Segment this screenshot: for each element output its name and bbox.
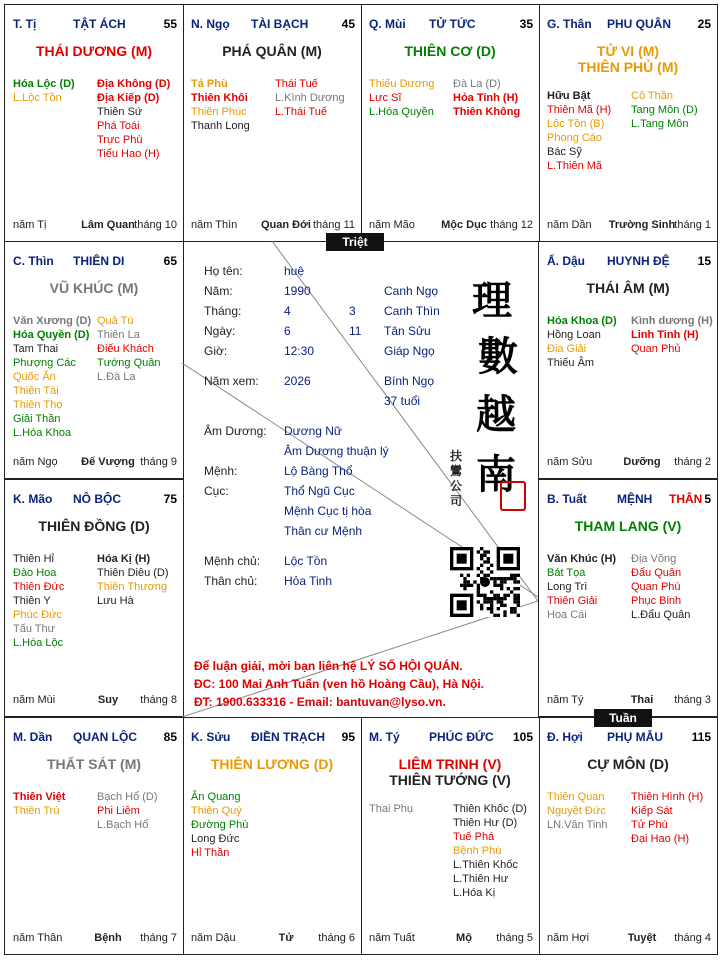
palace-month: tháng 10 (134, 219, 177, 231)
palace-month: tháng 9 (140, 456, 177, 468)
major-stars (183, 756, 361, 772)
palace-branch (547, 17, 592, 31)
major-star: THẤT SÁT (M) (46, 756, 142, 772)
minor-star: Thiên Hư (D) (453, 817, 518, 829)
palace-year: năm Tị (13, 219, 47, 231)
palace-name: NÔ BỘC (73, 492, 121, 506)
minor-star: Hóa Kị (H) (97, 553, 151, 565)
minor-star: Thiên Phúc (191, 106, 247, 118)
minor-star: Long Đức (191, 833, 240, 845)
cuc-relation: Mệnh Cục tị hòa (284, 504, 372, 518)
minor-stars-left (547, 89, 611, 173)
palace-branch (547, 254, 585, 268)
minor-star: Đẩu Quân (631, 567, 682, 579)
major-stars (539, 43, 717, 75)
palace-branch-label: M. Tý (369, 730, 400, 744)
major-stars (539, 280, 717, 296)
minor-star: Hỏa Tinh (H) (453, 92, 519, 104)
view-year-label: Năm xem: (204, 374, 259, 388)
palace-age: 5 (704, 492, 711, 506)
callig-char-4: 南 (476, 451, 516, 498)
minor-stars-right (631, 314, 713, 356)
thanchu-value: Hỏa Tinh (284, 574, 333, 588)
minor-stars-right (453, 802, 527, 900)
minor-stars-left (369, 802, 413, 816)
minor-star: Thiên Thọ (13, 399, 63, 411)
minor-star: Giải Thần (13, 413, 61, 425)
palace-name: HUYNH ĐỆ (607, 254, 670, 268)
minor-star: Thiếu Âm (547, 357, 595, 369)
palace-mao (4, 479, 184, 717)
palace-name: ĐIỀN TRẠCH (251, 730, 325, 744)
minor-star: Thiên Tài (13, 385, 59, 397)
minor-star: Văn Khúc (H) (547, 553, 617, 565)
major-stars (5, 756, 183, 772)
menh-label: Mệnh: (204, 464, 238, 478)
minor-stars-left (13, 790, 65, 818)
minor-star: Tiểu Hao (H) (97, 148, 160, 160)
palace-name: THIÊN DI (73, 254, 125, 268)
month-value: 4 (284, 304, 291, 318)
palace-age: 65 (163, 254, 177, 268)
minor-star: Thiên Hỉ (13, 553, 54, 565)
major-star: LIÊM TRINH (V) (398, 756, 502, 772)
palace-branch (191, 730, 230, 744)
palace-age: 85 (163, 730, 177, 744)
view-year-value: 2026 (284, 374, 311, 388)
age-value: 37 tuổi (384, 394, 421, 408)
minor-star: Long Trì (547, 581, 588, 593)
palace-age: 75 (163, 492, 177, 506)
palace-branch-label: Đ. Hợi (547, 730, 583, 744)
minor-stars-left (13, 552, 64, 650)
palace-hoi (538, 717, 718, 955)
minor-stars-right (631, 790, 703, 846)
minor-star: L.Đà La (97, 371, 136, 383)
minor-star: Bác Sỹ (547, 146, 582, 158)
minor-star: L.Hóa Khoa (13, 427, 72, 439)
major-star: THIÊN CƠ (D) (404, 43, 496, 59)
minor-star: Phúc Đức (13, 609, 62, 621)
minor-star: Thiên Khốc (D) (453, 803, 527, 815)
minor-stars-left (13, 77, 75, 105)
palace-than (538, 4, 718, 242)
minor-star: Tấu Thư (13, 623, 56, 635)
major-star: THIÊN PHỦ (M) (577, 59, 679, 75)
palace-stage: Dưỡng (623, 456, 661, 468)
palace-branch-label: K. Sửu (191, 730, 231, 744)
minor-stars-right (631, 552, 690, 622)
palace-stage: Suy (97, 694, 119, 706)
palace-month: tháng 6 (318, 932, 355, 944)
minor-stars-right (97, 790, 158, 832)
palace-month: tháng 2 (674, 456, 711, 468)
minor-star: Đường Phù (191, 819, 249, 831)
palace-dau (538, 241, 718, 479)
major-star: THIÊN ĐỒNG (D) (38, 518, 150, 534)
palace-thin (4, 241, 184, 479)
minor-star: Văn Xương (D) (13, 315, 92, 327)
minor-star: Địa Kiếp (D) (97, 92, 160, 104)
minor-star: Hóa Lộc (D) (13, 78, 75, 90)
palace-name: TỬ TỨC (429, 17, 476, 31)
minor-star: Trực Phù (97, 134, 143, 146)
menhchu-value: Lộc Tồn (284, 554, 328, 568)
year-can: Canh Ngọ (384, 284, 439, 298)
minor-star: Đào Hoa (13, 567, 57, 579)
minor-star: Tả Phù (191, 78, 228, 90)
palace-branch (191, 17, 230, 31)
minor-star: Địa Võng (631, 553, 677, 565)
minor-star: Địa Giải (547, 343, 587, 355)
minor-star: Quốc Ấn (13, 371, 56, 383)
minor-star: Thiên La (97, 329, 140, 341)
palace-branch-label: K. Mão (13, 492, 53, 506)
minor-star: Quả Tú (97, 315, 134, 327)
palace-stage: Tuyệt (627, 932, 657, 944)
minor-star: Hữu Bật (547, 90, 591, 102)
palace-year: năm Thìn (191, 219, 238, 231)
minor-star: Thiên Thương (97, 581, 168, 593)
palace-mui (360, 4, 540, 242)
minor-star: L.Kình Dương (275, 92, 345, 104)
cuc-value: Thổ Ngũ Cục (284, 484, 355, 498)
palace-branch-label: Q. Mùi (369, 17, 406, 31)
palace-ngo (182, 4, 362, 242)
palace-age: 105 (512, 730, 533, 744)
year-label: Năm: (204, 284, 233, 298)
minor-star: Quan Phù (631, 581, 681, 593)
minor-stars-left (547, 552, 616, 622)
minor-star: Tử Phù (631, 819, 668, 831)
minor-star: Phong Cáo (547, 132, 603, 144)
month-label: Tháng: (204, 304, 242, 318)
palace-year: năm Mão (369, 219, 415, 231)
palace-branch (13, 17, 36, 31)
palace-stage: Mộ (456, 932, 472, 944)
palace-age: 25 (697, 17, 711, 31)
minor-star: Tam Thai (13, 343, 59, 355)
minor-star: Thiên Diêu (D) (97, 567, 169, 579)
minor-star: Phục Binh (631, 595, 682, 607)
minor-star: Thiên Việt (13, 791, 66, 803)
qr-code[interactable] (450, 547, 520, 617)
minor-star: L.Lộc Tồn (13, 92, 62, 104)
major-star: TỬ VI (M) (596, 43, 660, 59)
minor-star: Hóa Khoa (D) (547, 315, 617, 327)
palace-branch-label: B. Tuất (547, 492, 587, 506)
minor-stars-left (369, 77, 434, 119)
minor-star: Tướng Quân (97, 357, 161, 369)
palace-stage: Tử (278, 932, 294, 944)
minor-star: Tuế Phá (453, 831, 495, 843)
palace-stage: Mộc Dục (441, 219, 487, 231)
minor-star: Điếu Khách (97, 343, 154, 355)
palace-stage: Lâm Quan (81, 219, 135, 231)
palace-branch (13, 730, 52, 744)
minor-star: Thiên Trù (13, 805, 60, 817)
major-stars (361, 756, 539, 788)
palace-age: 45 (341, 17, 355, 31)
minor-star: Thiên Mã (H) (547, 104, 612, 116)
minor-star: Thiên Không (453, 106, 521, 118)
major-star: VŨ KHÚC (M) (49, 280, 139, 296)
palace-ty (360, 717, 540, 955)
palace-branch-label: Ấ. Dậu (547, 254, 586, 268)
minor-star: Nguyệt Đức (547, 805, 606, 817)
palace-age: 95 (341, 730, 355, 744)
major-star: PHÁ QUÂN (M) (222, 43, 322, 59)
palace-stage: Trường Sinh (608, 219, 676, 231)
palace-branch-label: T. Tị (13, 17, 37, 31)
menh-value: Lộ Bàng Thổ (284, 464, 353, 478)
palace-age: 35 (519, 17, 533, 31)
palace-suu (182, 717, 362, 955)
palace-month: tháng 8 (140, 694, 177, 706)
palace-branch (547, 492, 587, 506)
palace-year: năm Ngọ (13, 456, 58, 468)
minor-stars-right (97, 552, 169, 608)
palace-branch-label: C. Thìn (13, 254, 54, 268)
month-can: Canh Thìn (384, 304, 440, 318)
minor-star: Hóa Quyền (D) (13, 329, 90, 341)
hour-can: Giáp Ngọ (384, 344, 435, 358)
palace-name: MỆNH (617, 492, 653, 506)
palace-month: tháng 4 (674, 932, 711, 944)
palace-year: năm Tý (547, 694, 584, 706)
major-stars (539, 756, 717, 772)
minor-star: Hồng Loan (547, 329, 601, 341)
palace-name: PHỤ MẪU (607, 730, 663, 744)
minor-star: Tang Môn (D) (631, 104, 698, 116)
minor-star: Thiên Quý (191, 805, 242, 817)
minor-star: Thiên Quan (547, 791, 605, 803)
callig-char-2: 數 (478, 333, 518, 380)
minor-stars-right (97, 77, 170, 161)
minor-stars-right (453, 77, 520, 119)
major-stars (183, 43, 361, 59)
minor-star: Hoa Cái (547, 609, 587, 621)
minor-star: Kiếp Sát (631, 805, 673, 817)
palace-year: năm Dần (547, 219, 592, 231)
palace-year: năm Dậu (191, 932, 236, 944)
callig-char-3: 越 (476, 391, 516, 438)
palace-branch-label: G. Thân (547, 17, 592, 31)
palace-name: QUAN LỘC (73, 730, 137, 744)
palace-name: PHÚC ĐỨC (429, 730, 494, 744)
palace-age: 15 (697, 254, 711, 268)
palace-month: tháng 1 (674, 219, 711, 231)
name-label: Họ tên: (204, 264, 243, 278)
minor-star: Hỉ Thần (191, 847, 230, 859)
minor-star: Lưu Hà (97, 595, 134, 607)
palace-age: 115 (691, 730, 711, 744)
palace-branch-label: M. Dần (13, 730, 53, 744)
footer-line-1: Để luận giải, mời bạn liên hệ LÝ SỐ HỘI QUÁN. (194, 659, 463, 673)
amduong-value: Dương Nữ (284, 424, 342, 438)
palace-name: PHU QUÂN (607, 17, 672, 31)
palace-month: tháng 7 (140, 932, 177, 944)
palace-stage: Quan Đới (261, 219, 311, 231)
minor-stars-left (13, 314, 91, 440)
footer-line-3: ĐT: 1900.633316 - Email: bantuvan@lyso.vn. (194, 695, 446, 709)
minor-star: Cô Thần (631, 90, 673, 102)
tuan-tag: Tuần (594, 709, 652, 727)
major-stars (5, 518, 183, 534)
major-star: THIÊN LƯƠNG (D) (210, 756, 334, 772)
triet-tag: Triệt (326, 233, 384, 251)
palace-month: tháng 11 (312, 219, 355, 231)
minor-star: L.Hóa Kị (453, 887, 496, 899)
palace-branch (13, 492, 52, 506)
hour-value: 12:30 (284, 344, 315, 358)
day-value: 6 (284, 324, 291, 338)
footer-line-2: ĐC: 100 Mai Anh Tuấn (ven hồ Hoàng Cầu), Hà Nội. (194, 677, 485, 691)
major-star: CỰ MÔN (D) (587, 756, 669, 772)
minor-stars-left (191, 790, 248, 860)
minor-star: Phá Toái (97, 120, 140, 132)
minor-stars-left (547, 790, 608, 832)
minor-star: Thiên Khôi (191, 92, 248, 104)
palace-month: tháng 5 (496, 932, 533, 944)
palace-stage: Bệnh (94, 932, 122, 944)
minor-star: Lực Sĩ (369, 92, 402, 104)
center-info-panel (182, 241, 538, 717)
amduong-relation: Âm Dương thuận lý (284, 444, 389, 458)
palace-month: tháng 12 (490, 219, 533, 231)
day-lunar: 11 (349, 324, 362, 338)
month-lunar: 3 (349, 304, 356, 318)
palace-stage: Thai (630, 694, 654, 706)
minor-star: Thiên Y (13, 595, 51, 607)
view-year-can: Bính Ngọ (384, 374, 435, 388)
major-star: THIÊN TƯỚNG (V) (389, 772, 511, 788)
palace-year: năm Hợi (547, 932, 590, 944)
major-star: THÁI ÂM (M) (586, 280, 670, 296)
major-stars (5, 280, 183, 296)
minor-star: L.Thiên Khốc (453, 859, 518, 871)
than-cu: Thân cư Mệnh (284, 524, 363, 538)
minor-stars-right (275, 77, 345, 119)
red-seal (500, 481, 526, 511)
palace-branch (13, 254, 54, 268)
minor-star: Phượng Các (13, 357, 76, 369)
palace-tuat (538, 479, 718, 717)
palace-stage: Đế Vượng (81, 456, 135, 468)
palace-year: năm Tuất (369, 932, 415, 944)
callig-char-1: 理 (472, 277, 512, 324)
palace-year: năm Thân (13, 932, 63, 944)
major-star: THÁI DƯƠNG (M) (35, 43, 153, 59)
minor-star: Thanh Long (191, 120, 250, 132)
palace-age: 55 (163, 17, 177, 31)
minor-star: L.Thiên Hư (453, 873, 509, 885)
minor-star: L.Đẩu Quân (631, 609, 691, 621)
amduong-label: Âm Dương: (204, 424, 267, 438)
minor-star: L.Hóa Quyền (369, 106, 434, 118)
day-label: Ngày: (204, 324, 236, 338)
palace-dan (4, 717, 184, 955)
minor-star: L.Thiên Mã (547, 160, 603, 172)
minor-star: Đà La (D) (453, 78, 501, 90)
palace-branch (369, 17, 406, 31)
minor-star: Lộc Tồn (B) (547, 118, 605, 130)
palace-name: TÀI BẠCH (251, 17, 309, 31)
major-stars (5, 43, 183, 59)
minor-star: Kình dương (H) (631, 315, 713, 327)
minor-star: Linh Tinh (H) (631, 329, 699, 341)
minor-star: Bệnh Phù (453, 845, 502, 857)
minor-stars-left (191, 77, 250, 133)
minor-star: LN.Văn Tinh (547, 819, 608, 831)
minor-star: Thai Phụ (369, 803, 414, 815)
palace-ti (4, 4, 184, 242)
major-stars (361, 43, 539, 59)
minor-star: Thiên Giải (547, 595, 598, 607)
minor-stars-right (631, 89, 698, 131)
seal-small-text: 扶鸞公司 (450, 449, 463, 508)
major-star: THAM LANG (V) (574, 518, 682, 534)
minor-star: L.Thái Tuế (275, 106, 327, 118)
minor-star: L.Hóa Lộc (13, 637, 64, 649)
minor-star: L.Tang Môn (631, 118, 689, 130)
hour-label: Giờ: (204, 344, 228, 358)
name-value: huệ (284, 264, 305, 278)
minor-star: Ân Quang (191, 791, 241, 803)
minor-stars-left (547, 314, 617, 370)
palace-month: tháng 3 (674, 694, 711, 706)
than-marker: THÂN (669, 492, 703, 506)
minor-star: Thiên Đức (13, 581, 65, 593)
minor-star: L.Bạch Hổ (97, 819, 149, 831)
minor-star: Quan Phủ (631, 343, 681, 355)
minor-star: Đại Hao (H) (631, 833, 690, 845)
minor-star: Thiếu Dương (369, 78, 435, 90)
minor-star: Phi Liêm (97, 805, 140, 817)
minor-star: Thiên Sứ (97, 106, 143, 118)
minor-stars-right (97, 314, 161, 384)
minor-star: Địa Không (D) (97, 78, 171, 90)
palace-branch (547, 730, 583, 744)
palace-name: TẬT ÁCH (73, 17, 126, 31)
palace-year: năm Sửu (547, 456, 593, 468)
palace-branch-label: N. Ngọ (191, 17, 230, 31)
major-stars (539, 518, 717, 534)
palace-year: năm Mùi (13, 694, 56, 706)
minor-star: Bát Tọa (547, 567, 586, 579)
menhchu-label: Mệnh chủ: (204, 554, 261, 568)
day-can: Tân Sửu (384, 324, 431, 338)
palace-branch (369, 730, 400, 744)
cuc-label: Cục: (204, 484, 229, 498)
minor-star: Thiên Hình (H) (631, 791, 704, 803)
minor-star: Bạch Hổ (D) (97, 791, 158, 803)
thanchu-label: Thân chủ: (204, 574, 258, 588)
year-value: 1990 (284, 284, 311, 298)
minor-star: Thái Tuế (275, 78, 318, 90)
